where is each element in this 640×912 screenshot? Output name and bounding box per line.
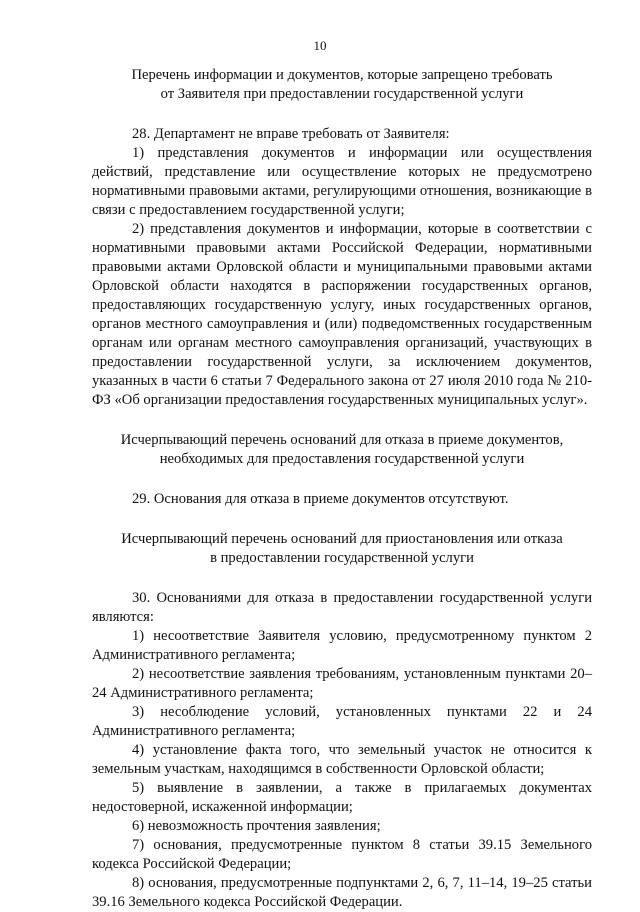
paragraph-28-item-2: 2) представления документов и информации, которые в соответствии с нормативными правовыми актами Российской Федерации, нормативными правовыми актами Орловской области и муниципальными правовыми актами Орловской области находятся в распоряжении государственных органов, предоставляющих государственную услугу, иных государственных органов, органов местного самоуправления и (или) подведомственных государственным органам или органам местного самоуправления организаций, участвующих в предоставлении государственной услуги, за исключением документов, указанных в части 6 статьи 7 Федерального закона от 27 июля 2010 года № 210-ФЗ «Об организации предоставления государственных муниципальных услуг». <box>92 221 592 408</box>
list-item: 7) основания, предусмотренные пунктом 8 статьи 39.15 Земельного кодекса Российской Федерации; <box>92 837 592 872</box>
section-heading-line: в предоставлении государственной услуги <box>210 550 474 566</box>
list-item: 2) несоответствие заявления требованиям, установленным пунктами 20–24 Административного регламента; <box>92 666 592 701</box>
section-heading-line: Исчерпывающий перечень оснований для приостановления или отказа <box>121 531 563 547</box>
list-item: 3) несоблюдение условий, установленных пунктами 22 и 24 Административного регламента; <box>92 704 592 739</box>
document-body <box>92 66 592 912</box>
list-item: 4) установление факта того, что земельный участок не относится к земельным участкам, находящимся в собственности Орловской области; <box>92 742 592 777</box>
paragraph-30: 30. Основаниями для отказа в предоставлении государственной услуги являются: <box>92 590 592 625</box>
page-number: 10 <box>313 38 327 53</box>
section-heading-line: Исчерпывающий перечень оснований для отказа в приеме документов, <box>120 432 564 448</box>
paragraph-28: 28. Департамент не вправе требовать от Заявителя: <box>132 126 450 142</box>
section-heading-line: Перечень информации и документов, которые запрещено требовать <box>131 67 553 83</box>
list-item: 1) несоответствие Заявителя условию, предусмотренному пунктом 2 Административного регламента; <box>92 628 592 663</box>
section-heading-line: необходимых для предоставления государственной услуги <box>159 451 525 467</box>
section-heading-line: от Заявителя при предоставлении государственной услуги <box>160 86 524 102</box>
list-item: 8) основания, предусмотренные подпунктами 2, 6, 7, 11–14, 19–25 статьи 39.16 Земельного кодекса Российской Федерации. <box>92 875 592 910</box>
paragraph-29: 29. Основания для отказа в приеме документов отсутствуют. <box>132 491 509 507</box>
list-item: 6) невозможность прочтения заявления; <box>132 818 381 834</box>
list-item: 5) выявление в заявлении, а также в прилагаемых документах недостоверной, искаженной информации; <box>92 780 592 815</box>
paragraph-28-item-1: 1) представления документов и информации или осуществления действий, представление или осуществление которых не предусмотрено нормативными правовыми актами, регулирующими отношения, возникающие в связи с предоставлением государственной услуги; <box>92 145 592 218</box>
